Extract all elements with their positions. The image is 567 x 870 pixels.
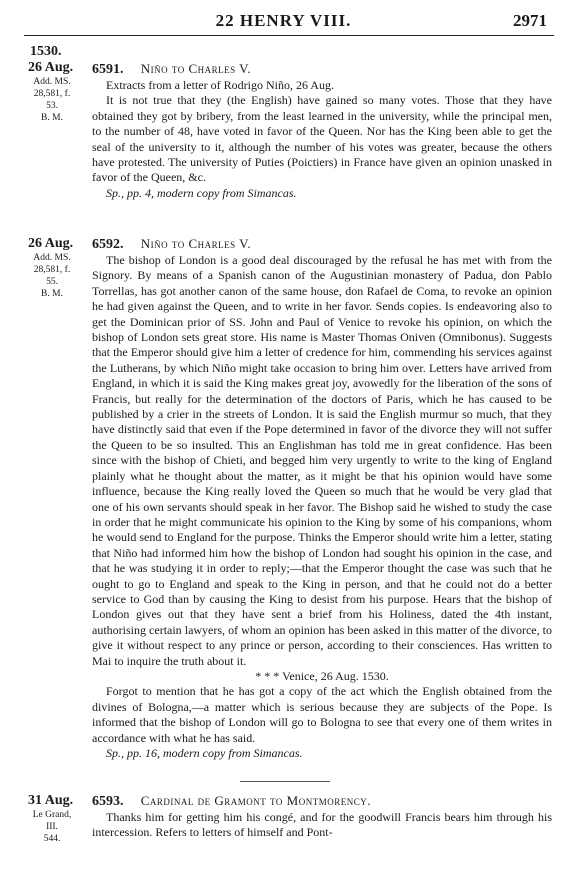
running-title: 22 HENRY VIII.: [215, 11, 352, 30]
entry-date: 26 Aug.: [28, 60, 74, 75]
entry-ref-folio: 28,581, f. 55.: [33, 265, 71, 287]
entry-heading: [92, 61, 552, 78]
entry-number: 6593.: [92, 794, 124, 809]
entry-heading: [92, 793, 552, 810]
entry-ref-folio: 28,581, f. 53.: [33, 89, 71, 111]
page-number: 2971: [513, 11, 547, 30]
entry-ref-source: Le Grand, III.: [32, 810, 72, 832]
entry-text: The bishop of London is a good deal discouraged by the refusal he has met with from the Signory. By means of a Spanish canon of the Augustinian monastery of Padua, don Pablo Torrellas, has got another canon of the same house, don Rafael de Coma, to revoke an opinion he had given against the Queen, and to write in her favor. Sends copies. Is endeavoring also to get the Dominican prior of SS. John and Paul of Venice to revoke his opinion, on which the bishop of London sets great store. His name is Master Thomas Oniven (Omnibonus). Suggests that the Emperor should give him a letter of credence for him, commending his services against the Lutherans, by which Niño might take occasion to bring him over. Letters have arrived from England, in which it is said the King makes great joy, avowedly for the liberation of the sons of Francis, but really for the determination of the doctors of Paris, which he has caused to be published by a crier in the streets of London. It is said the English murmur so much, that they have distinctly said that even if the Pope determined in favor of the divorce they will not suffer the Queen to be so insulted. This an Englishman has told me in great confidence. Has been since with the bishop of Chieti, and begged him very urgently to write to the king of England plainly what he thought about the matter, as it might be that his opinion would have some influence, because the King really loved the Queen so much that he would be very glad that one of his own servants should speak in her favor. The Bishop said he wished to study the case in order that he might communicate his opinion to the King by some of his companions, whom he would send to England for the purpose. Thinks the Emperor should write him a letter, stating that Niño had informed him how the bishop of London had sought his opinion in the case, and that he was studying it in order to reply;—that the Emperor thought the case was such that he ought to go to England and speak to the King in person, and that he could not do a better service to God than by causing the King to desist from his purpose. Hears that the bishop of London gives out that they have sent a brief from his Holiness, dated the 4th instant, authorising certain lawyers, of whom an opinion has been asked in this matter of the divorce, to give it without respect to any prince or person, according to their consciences. Has written to Mai to inquire the truth about it.: [92, 253, 552, 668]
entry-ref-library: B. M.: [41, 113, 63, 123]
entry-separator: [240, 781, 330, 782]
entry-dateline: * * * Venice, 26 Aug. 1530.: [255, 668, 389, 683]
entry-source: Sp., pp. 16, modern copy from Simancas.: [106, 746, 303, 760]
entry-text: It is not true that they (the English) have gained so many votes. Those that they have obtained they got by bribery, from the least learned in the university, while the principal men, to the number of 48, have voted in favor of the Queen. Nor has the King been able to get the seal of the university to it, although the number of his votes was greater, because the others have protested. The university of Puties (Poictiers) in France have given an opinion unasked in favor of the Queen, &c.: [92, 93, 552, 185]
entry-ref-page: 544.: [43, 834, 61, 844]
entry-source: Sp., pp. 4, modern copy from Simancas.: [106, 185, 297, 200]
entry-margin: [28, 44, 88, 124]
entry-date: 31 Aug.: [28, 793, 74, 808]
entry-subhead: Extracts from a letter of Rodrigo Niño, 26 Aug.: [106, 78, 334, 92]
entry-body: [92, 793, 552, 841]
header-rule: [24, 35, 554, 36]
entry-ref-ms: Add. MS.: [33, 77, 71, 87]
entry-body: [92, 61, 552, 201]
entry-ref-ms: Add. MS.: [33, 253, 71, 263]
entry-ref-library: B. M.: [41, 289, 63, 299]
entry-heading: [92, 236, 552, 253]
entry-postscript: Forgot to mention that he has got a copy of the act which the English obtained from the divines of Bologna,—a matter which is serious because they are subjects of the Pope. Is informed that the bishop of London will go to Bologna to see that every one of them writes in accordance with what he has said.: [92, 684, 552, 745]
page-header: [0, 10, 567, 32]
entry-year: 1530.: [30, 44, 62, 59]
entry-title: Niño to Charles V.: [140, 61, 252, 76]
entry-text: Thanks him for getting him his congé, and for the goodwill Francis bears him through his intercession. Refers to letters of himself and Pont-: [92, 810, 552, 840]
entry-margin: [28, 236, 88, 300]
entry-number: 6592.: [92, 237, 124, 252]
entry-margin: [28, 793, 88, 845]
entry-title: Cardinal de Gramont to Montmorency.: [140, 793, 371, 808]
entry-title: Niño to Charles V.: [140, 236, 252, 251]
entry-body: [92, 236, 552, 761]
entry-number: 6591.: [92, 62, 124, 77]
entry-date: 26 Aug.: [28, 236, 74, 251]
